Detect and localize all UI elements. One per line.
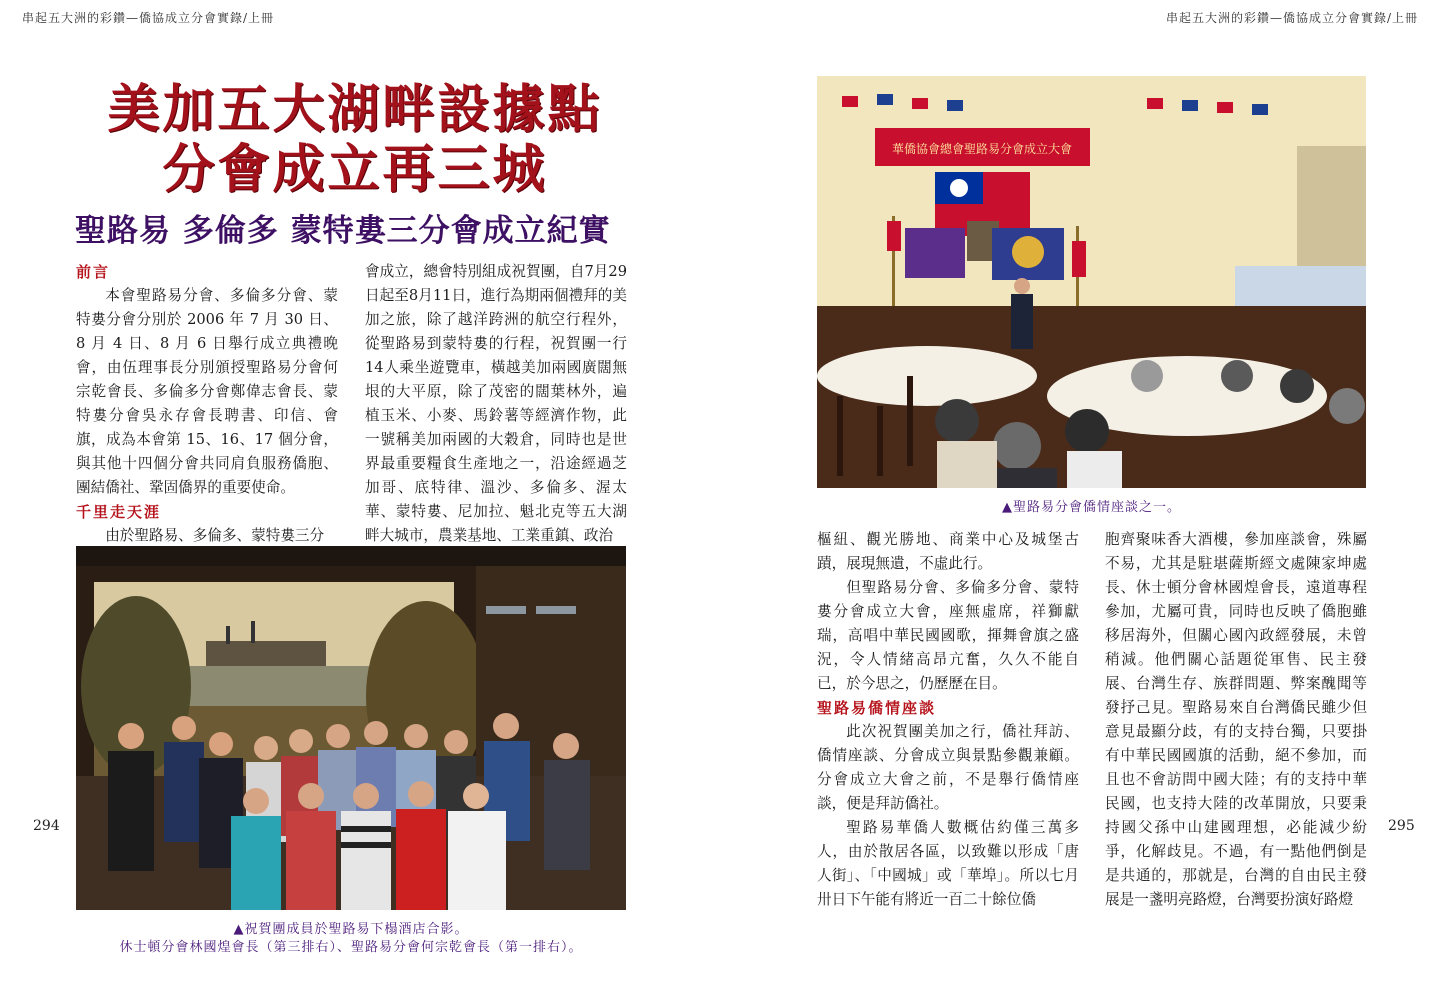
paragraph: 本會聖路易分會、多倫多分會、蒙特婁分會分別於 2006 年 7 月 30 日、8 月 4 日、8 月 6 日舉行成立典禮晚會，由伍理事長分別頒授聖路易分會何宗乾會長、多倫多分會鄭偉志會長、蒙特婁分會吳永存會長聘書、印信、會旗，成為本會第 15、16、17 個分會，與其他十四個分會共同肩負服務僑胞、團結僑社、鞏固僑界的重要使命。	[76, 287, 338, 496]
right-column-1	[817, 528, 1079, 912]
section-heading-journey: 千里走天涯	[76, 503, 162, 521]
right-column-2	[1105, 528, 1367, 912]
paragraph: 但聖路易分會、多倫多分會、蒙特婁分會成立大會，座無虛席，祥獅獻瑞，高唱中華民國國歌，揮舞會旗之盛況，令人情緒高昂亢奮，久久不能自已，於今思之，仍歷歷在目。	[817, 579, 1079, 692]
running-header-left: 串起五大洲的彩鑽—僑協成立分會實錄/上冊	[22, 11, 275, 25]
left-column-2	[365, 260, 627, 548]
paragraph: 會成立，總會特別組成祝賀團，自7月29日起至8月11日，進行為期兩個禮拜的美加之旅，除了越洋跨洲的航空行程外，從聖路易到蒙特婁的行程，祝賀團一行14人乘坐遊覽車，橫越美加兩國廣闊無垠的大平原，除了茂密的闊葉林外，遍植玉米、小麥、馬鈴薯等經濟作物，此一號稱美加兩國的大穀倉，同時也是世界最重要糧食生產地之一，沿途經過芝加哥、底特律、溫沙、多倫多、渥太華、蒙特婁、尼加拉、魁北克等五大湖畔大城市，農業基地、工業重鎮、政治	[365, 263, 627, 544]
running-header-right: 串起五大洲的彩鑽—僑協成立分會實錄/上冊	[1165, 11, 1418, 25]
paragraph: 聖路易華僑人數概估約僅三萬多人，由於散居各區，以致難以形成「唐人街」、「中國城」或「華埠」。所以七月卅日下午能有將近一百二十餘位僑	[817, 819, 1079, 908]
article-title-line2: 分會成立再三城	[162, 140, 548, 200]
page-number-right: 295	[1388, 818, 1415, 834]
meeting-photo	[817, 76, 1366, 488]
left-column-1	[76, 260, 338, 548]
meeting-photo-caption: ▲聖路易分會僑情座談之一。	[1002, 500, 1181, 515]
group-photo-caption-line2: 休士頓分會林國煌會長（第三排右）、聖路易分會何宗乾會長（第一排右）。	[119, 940, 583, 955]
section-heading-foreword: 前言	[76, 263, 111, 281]
banner-text: 華僑協會總會聖路易分會成立大會	[891, 142, 1073, 156]
group-photo-caption-line1: ▲祝賀團成員於聖路易下榻酒店合影。	[233, 922, 469, 937]
group-photo	[76, 546, 626, 910]
paragraph: 胞齊聚味香大酒樓，參加座談會，殊屬不易，尤其是駐堪薩斯經文處陳家坤處長、休士頓分會林國煌會長，遠道專程參加，尤屬可貴，同時也反映了僑胞雖移居海外，但關心國內政經發展，未曾稍減。他們關心話題從軍售、民主發展、台灣生存、族群問題、弊案醜聞等發抒己見。聖路易來自台灣僑民雖少但意見最顯分歧，有的支持台獨，只要掛有中華民國國旗的活動，絕不參加，而且也不會訪問中國大陸；有的支持中華民國，也支持大陸的改革開放，只要秉持國父孫中山建國理想，必能減少紛爭，化解歧見。不過，有一點他們倒是是共通的，那就是，台灣的自由民主發展是一盞明亮路燈，台灣要扮演好路燈	[1105, 531, 1367, 908]
paragraph: 由於聖路易、多倫多、蒙特婁三分	[105, 527, 325, 544]
article-subtitle: 聖路易 多倫多 蒙特婁三分會成立紀實	[75, 213, 611, 249]
page-number-left: 294	[33, 818, 60, 834]
section-heading-st-louis-forum: 聖路易僑情座談	[817, 699, 937, 717]
article-title-line1: 美加五大湖畔設據點	[107, 80, 603, 140]
paragraph: 樞紐、觀光勝地、商業中心及城堡古蹟，展現無遺，不虛此行。	[817, 531, 1079, 572]
paragraph: 此次祝賀團美加之行，僑社拜訪、僑情座談、分會成立與景點參觀兼顧。分會成立大會之前，不是舉行僑情座談，便是拜訪僑社。	[817, 723, 1079, 812]
